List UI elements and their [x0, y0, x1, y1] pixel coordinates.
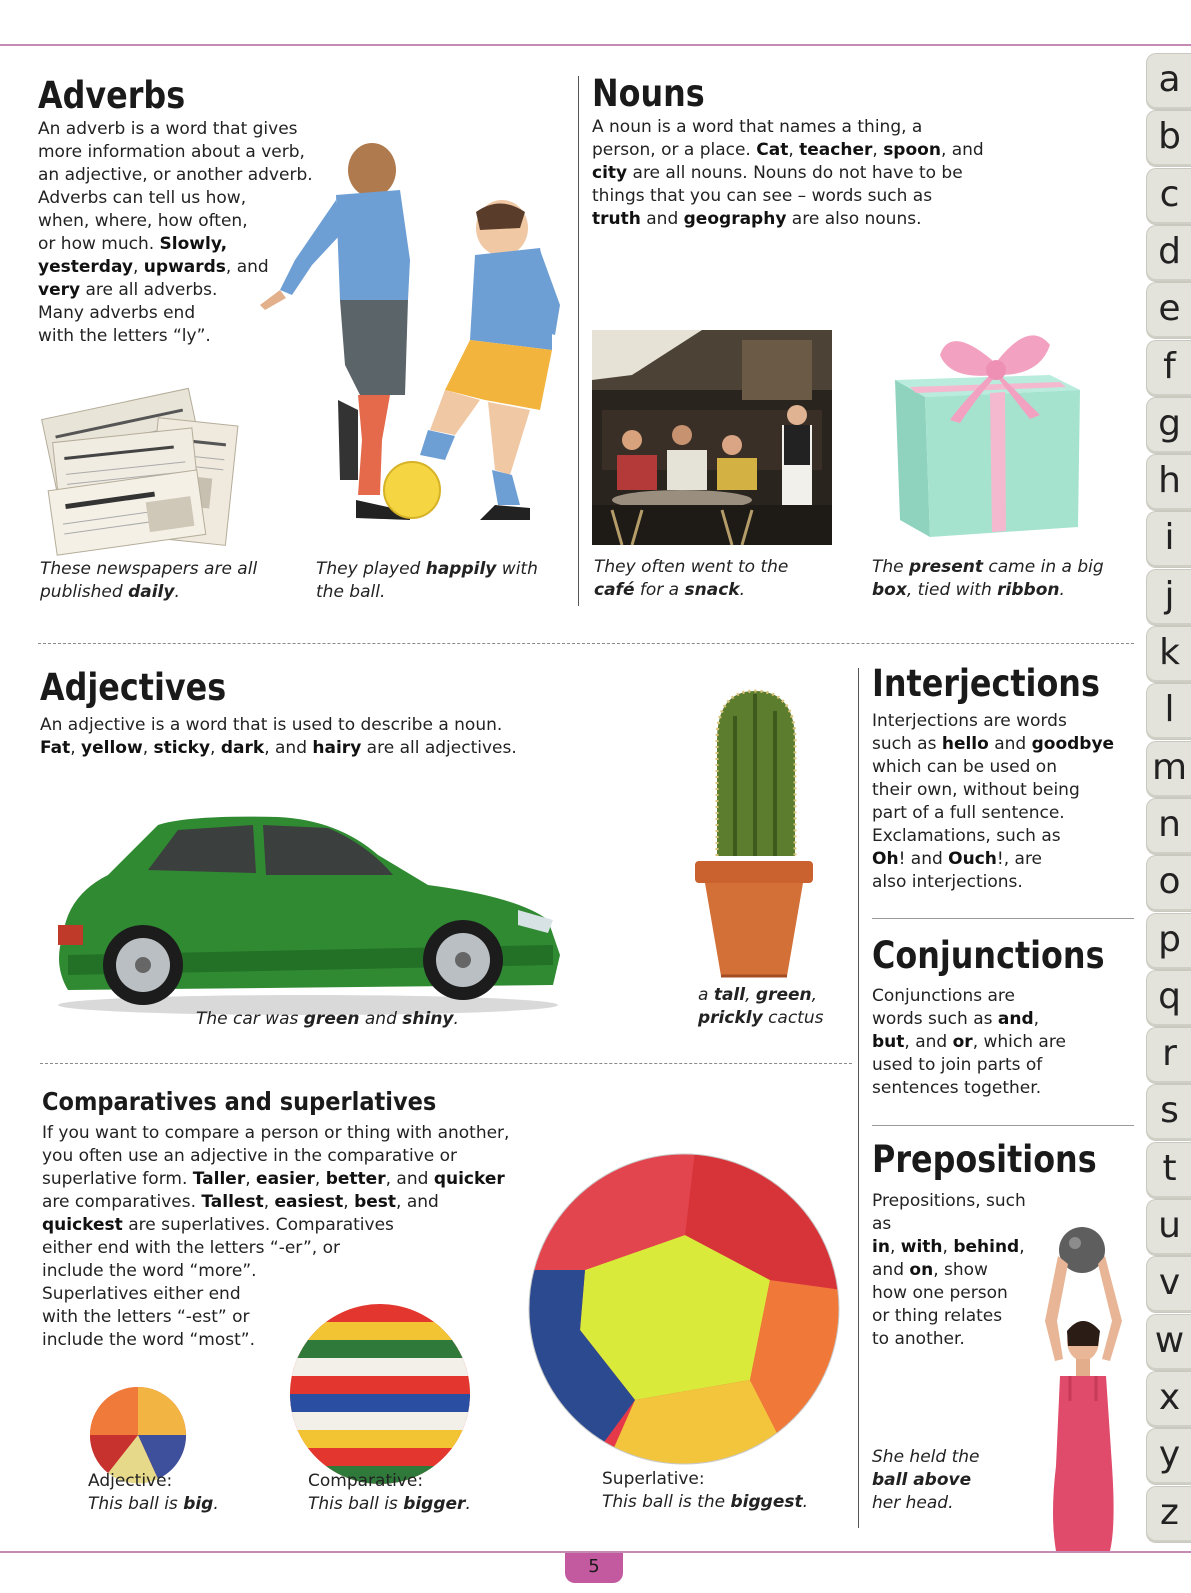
adjectives-text: ,	[142, 738, 154, 758]
nouns-example: geography	[683, 209, 787, 229]
conjunctions-line: Conjunctions are	[872, 986, 1015, 1006]
caption-example: green	[303, 1009, 360, 1029]
caption-text: a	[698, 985, 714, 1005]
prepositions-example: behind	[953, 1237, 1020, 1257]
conjunctions-line: used to join parts of	[872, 1055, 1043, 1075]
interjections-text: and	[988, 734, 1032, 754]
woman-holding-ball-image	[1030, 1226, 1140, 1551]
alphabet-tab-p[interactable]: p	[1146, 913, 1191, 970]
alphabet-tab-h[interactable]: h	[1146, 454, 1191, 511]
nouns-line: things that you can see – words such as	[592, 186, 933, 206]
nouns-text: ,	[872, 140, 884, 160]
cafe-photo	[592, 330, 832, 545]
adjectives-text: ,	[70, 738, 82, 758]
caption-example: tall	[713, 985, 746, 1005]
alphabet-tab-e[interactable]: e	[1146, 282, 1191, 339]
column-divider	[858, 668, 859, 1528]
interjections-line: their own, without being	[872, 780, 1080, 800]
nouns-example: truth	[592, 209, 641, 229]
comparatives-line: you often use an adjective in the comparative or	[42, 1146, 457, 1166]
prepositions-line: or thing relates	[872, 1306, 1003, 1326]
adjectives-line: An adjective is a word that is used to describe a noun.	[40, 715, 503, 735]
interjections-line: Interjections are words	[872, 711, 1067, 731]
interjections-text: !, are	[996, 849, 1043, 869]
alphabet-tab-d[interactable]: d	[1146, 225, 1191, 282]
prepositions-body	[872, 1190, 1042, 1351]
interjections-body	[872, 710, 1122, 894]
nouns-heading: Nouns	[592, 72, 705, 115]
green-car-image	[48, 815, 568, 1020]
nouns-example: Cat	[756, 140, 789, 160]
alphabet-tab-i[interactable]: i	[1146, 511, 1191, 568]
adjectives-example: sticky	[153, 738, 211, 758]
comparatives-text: are superlatives. Comparatives	[122, 1215, 394, 1235]
interjections-line: part of a full sentence.	[872, 803, 1065, 823]
caption-example: ribbon	[997, 580, 1060, 600]
caption-example: daily	[128, 582, 175, 602]
comparatives-line: Superlatives either end	[42, 1284, 241, 1304]
caption-text: ,	[811, 985, 818, 1005]
alphabet-tab-m[interactable]: m	[1146, 741, 1191, 798]
cactus-caption	[698, 984, 848, 1030]
interjections-example: Oh	[872, 849, 899, 869]
comparatives-text: ,	[245, 1169, 257, 1189]
adverbs-line: when, where, how often,	[38, 211, 248, 231]
caption-label: Superlative:	[602, 1469, 705, 1489]
nouns-text: are all nouns. Nouns do not have to be	[627, 163, 963, 183]
adverbs-text: are all adverbs.	[80, 280, 218, 300]
football-caption	[316, 558, 556, 604]
comparatives-text: , and	[396, 1192, 439, 1212]
caption-example: present	[909, 557, 983, 577]
conjunctions-text: words such as	[872, 1009, 998, 1029]
comparatives-example: quickest	[42, 1215, 123, 1235]
gift-box-image	[880, 315, 1090, 545]
nouns-text: ,	[788, 140, 800, 160]
adverbs-heading: Adverbs	[38, 74, 186, 117]
car-caption	[196, 1008, 496, 1031]
adverbs-example: upwards	[143, 257, 226, 277]
conjunctions-example: and	[997, 1009, 1034, 1029]
prepositions-line: to another.	[872, 1329, 965, 1349]
caption-text: This ball is	[308, 1494, 404, 1514]
section-divider	[872, 918, 1134, 919]
caption-text: .	[1059, 580, 1065, 600]
caption-text: This ball is the	[602, 1492, 731, 1512]
alphabet-tab-n[interactable]: n	[1146, 798, 1191, 855]
adjectives-heading: Adjectives	[40, 666, 227, 709]
nouns-example: spoon	[883, 140, 941, 160]
striped-ball-image	[288, 1302, 473, 1487]
prepositions-heading: Prepositions	[872, 1138, 1097, 1181]
nouns-example: teacher	[799, 140, 873, 160]
adjectives-example: Fat	[40, 738, 71, 758]
caption-text: .	[453, 1009, 459, 1029]
prepositions-text: and	[872, 1260, 910, 1280]
section-divider	[38, 643, 1134, 644]
caption-text: for a	[634, 580, 685, 600]
alphabet-tab-f[interactable]: f	[1146, 340, 1191, 397]
adjective-ball-caption	[88, 1470, 288, 1516]
adjectives-example: yellow	[81, 738, 143, 758]
adverbs-line: with the letters “ly”.	[38, 326, 211, 346]
caption-text: published	[40, 582, 129, 602]
newspapers-caption	[40, 558, 280, 604]
caption-example: café	[594, 580, 635, 600]
big-ball-image	[525, 1150, 843, 1468]
nouns-body	[592, 116, 1012, 231]
adjectives-example: hairy	[312, 738, 362, 758]
caption-text: came in a big	[983, 557, 1104, 577]
prepositions-text: ,	[942, 1237, 954, 1257]
conjunctions-text: , which are	[972, 1032, 1066, 1052]
adverbs-line: or how much.	[38, 234, 155, 254]
caption-example: box	[872, 580, 907, 600]
adverbs-line: Adverbs can tell us how,	[38, 188, 247, 208]
caption-example: green	[755, 985, 812, 1005]
alphabet-tab-c[interactable]: c	[1146, 168, 1191, 225]
caption-line: her head.	[872, 1493, 954, 1513]
caption-example: happily	[425, 559, 497, 579]
alphabet-tab-r[interactable]: r	[1146, 1027, 1191, 1084]
comparatives-example: best	[354, 1192, 397, 1212]
alphabet-tab-z[interactable]: z	[1146, 1486, 1191, 1543]
prepositions-text: ,	[889, 1237, 901, 1257]
adverbs-text: , and	[225, 257, 269, 277]
children-playing-football-image	[240, 140, 570, 530]
alphabet-tab-q[interactable]: q	[1146, 970, 1191, 1027]
prepositions-example: in	[872, 1237, 890, 1257]
interjections-heading: Interjections	[872, 662, 1100, 705]
comparatives-text: ,	[314, 1169, 326, 1189]
conjunctions-heading: Conjunctions	[872, 934, 1105, 977]
adjectives-text: , and	[264, 738, 313, 758]
comparative-ball-caption	[308, 1470, 508, 1516]
nouns-text: and	[640, 209, 684, 229]
prepositions-line: how one person	[872, 1283, 1008, 1303]
interjections-text: such as	[872, 734, 942, 754]
caption-example: prickly	[698, 1008, 763, 1028]
comparatives-text: superlative form.	[42, 1169, 193, 1189]
caption-text: cactus	[762, 1008, 824, 1028]
interjections-line: also interjections.	[872, 872, 1023, 892]
caption-label: Adjective:	[88, 1471, 173, 1491]
section-divider	[872, 1125, 1134, 1126]
adverbs-line: more information about a verb,	[38, 142, 305, 162]
nouns-text: person, or a place.	[592, 140, 757, 160]
newspapers-image	[38, 380, 243, 560]
nouns-text: are also nouns.	[786, 209, 922, 229]
adverbs-line: Many adverbs end	[38, 303, 196, 323]
alphabet-tab-s[interactable]: s	[1146, 1084, 1191, 1141]
superlative-ball-caption	[602, 1468, 842, 1514]
caption-line: They often went to the	[594, 557, 789, 577]
caption-text: .	[739, 580, 745, 600]
comparatives-text: , and	[385, 1169, 434, 1189]
adverbs-text: ,	[132, 257, 144, 277]
cafe-caption	[594, 556, 854, 602]
alphabet-tab-a[interactable]: a	[1146, 53, 1191, 110]
caption-line: the ball.	[316, 582, 386, 602]
comparatives-example: better	[325, 1169, 386, 1189]
comparatives-example: Tallest	[201, 1192, 264, 1212]
comparatives-text: are comparatives.	[42, 1192, 202, 1212]
interjections-example: Ouch	[948, 849, 997, 869]
prepositions-text: , show	[933, 1260, 988, 1280]
caption-example: big	[183, 1494, 214, 1514]
comparatives-example: Taller	[192, 1169, 246, 1189]
comparatives-line: If you want to compare a person or thing with another,	[42, 1123, 510, 1143]
conjunctions-example: but	[872, 1032, 905, 1052]
caption-text: The car was	[196, 1009, 304, 1029]
alphabet-tab-v[interactable]: v	[1146, 1256, 1191, 1313]
nouns-example: city	[592, 163, 628, 183]
comparatives-line: with the letters “-est” or	[42, 1307, 250, 1327]
alphabet-tab-y[interactable]: y	[1146, 1428, 1191, 1485]
comparatives-line: either end with the letters “-er”, or	[42, 1238, 341, 1258]
comparatives-example: quicker	[433, 1169, 505, 1189]
caption-text: ,	[745, 985, 756, 1005]
adverbs-example: Slowly,	[159, 234, 228, 254]
caption-example: snack	[684, 580, 740, 600]
comparatives-text: ,	[343, 1192, 355, 1212]
nouns-line: A noun is a word that names a thing, a	[592, 117, 923, 137]
section-divider	[40, 1063, 852, 1064]
caption-example: ball above	[872, 1470, 972, 1490]
alphabet-tab-j[interactable]: j	[1146, 569, 1191, 626]
adjectives-text: are all adjectives.	[361, 738, 517, 758]
alphabet-tab-w[interactable]: w	[1146, 1314, 1191, 1371]
conjunctions-text: , and	[904, 1032, 953, 1052]
adjectives-body	[40, 714, 600, 760]
alphabet-tab-t[interactable]: t	[1146, 1142, 1191, 1199]
caption-text: .	[213, 1494, 219, 1514]
interjections-example: hello	[941, 734, 989, 754]
adverbs-line: an adjective, or another adverb.	[38, 165, 313, 185]
caption-line: She held the	[872, 1447, 980, 1467]
caption-text: .	[465, 1494, 471, 1514]
caption-text: They played	[316, 559, 426, 579]
caption-example: biggest	[730, 1492, 803, 1512]
comparatives-text: ,	[263, 1192, 275, 1212]
column-divider	[578, 76, 579, 606]
interjections-line: which can be used on	[872, 757, 1057, 777]
conjunctions-example: or	[952, 1032, 973, 1052]
prepositions-example: on	[909, 1260, 934, 1280]
top-rule	[0, 44, 1191, 46]
interjections-example: goodbye	[1031, 734, 1115, 754]
caption-label: Comparative:	[308, 1471, 424, 1491]
comparatives-line: include the word “most”.	[42, 1330, 255, 1350]
comparatives-heading: Comparatives and superlatives	[42, 1087, 437, 1116]
alphabet-tab-b[interactable]: b	[1146, 110, 1191, 167]
comparatives-line: include the word “more”.	[42, 1261, 257, 1281]
caption-text: , tied with	[906, 580, 998, 600]
cactus-image	[695, 686, 820, 986]
prepositions-example: with	[900, 1237, 943, 1257]
conjunctions-body	[872, 985, 1122, 1100]
caption-example: bigger	[403, 1494, 466, 1514]
page-number: 5	[565, 1553, 623, 1583]
alphabet-tab-u[interactable]: u	[1146, 1199, 1191, 1256]
woman-caption	[872, 1446, 1012, 1515]
adverbs-example: very	[38, 280, 81, 300]
adverbs-example: yesterday	[38, 257, 133, 277]
alphabet-tab-o[interactable]: o	[1146, 855, 1191, 912]
caption-line: These newspapers are all	[40, 559, 258, 579]
caption-text: .	[802, 1492, 809, 1512]
interjections-line: Exclamations, such as	[872, 826, 1061, 846]
caption-text: and	[359, 1009, 403, 1029]
gift-caption	[872, 556, 1132, 602]
alphabet-tab-k[interactable]: k	[1146, 626, 1191, 683]
caption-text: This ball is	[88, 1494, 184, 1514]
prepositions-text: ,	[1019, 1237, 1025, 1257]
adjectives-text: ,	[210, 738, 221, 758]
interjections-text: ! and	[898, 849, 949, 869]
comparatives-example: easier	[256, 1169, 315, 1189]
adverbs-line: An adverb is a word that gives	[38, 119, 298, 139]
conjunctions-line: sentences together.	[872, 1078, 1042, 1098]
caption-text: The	[872, 557, 910, 577]
caption-example: shiny	[402, 1009, 454, 1029]
caption-text: .	[174, 582, 180, 602]
comparatives-example: easiest	[274, 1192, 344, 1212]
prepositions-line: Prepositions, such as	[872, 1191, 1026, 1234]
adjectives-example: dark	[220, 738, 265, 758]
caption-text: with	[496, 559, 538, 579]
alphabet-tab-g[interactable]: g	[1146, 397, 1191, 454]
conjunctions-text: ,	[1033, 1009, 1040, 1029]
nouns-text: , and	[940, 140, 984, 160]
alphabet-tab-l[interactable]: l	[1146, 683, 1191, 740]
alphabet-tab-x[interactable]: x	[1146, 1371, 1191, 1428]
